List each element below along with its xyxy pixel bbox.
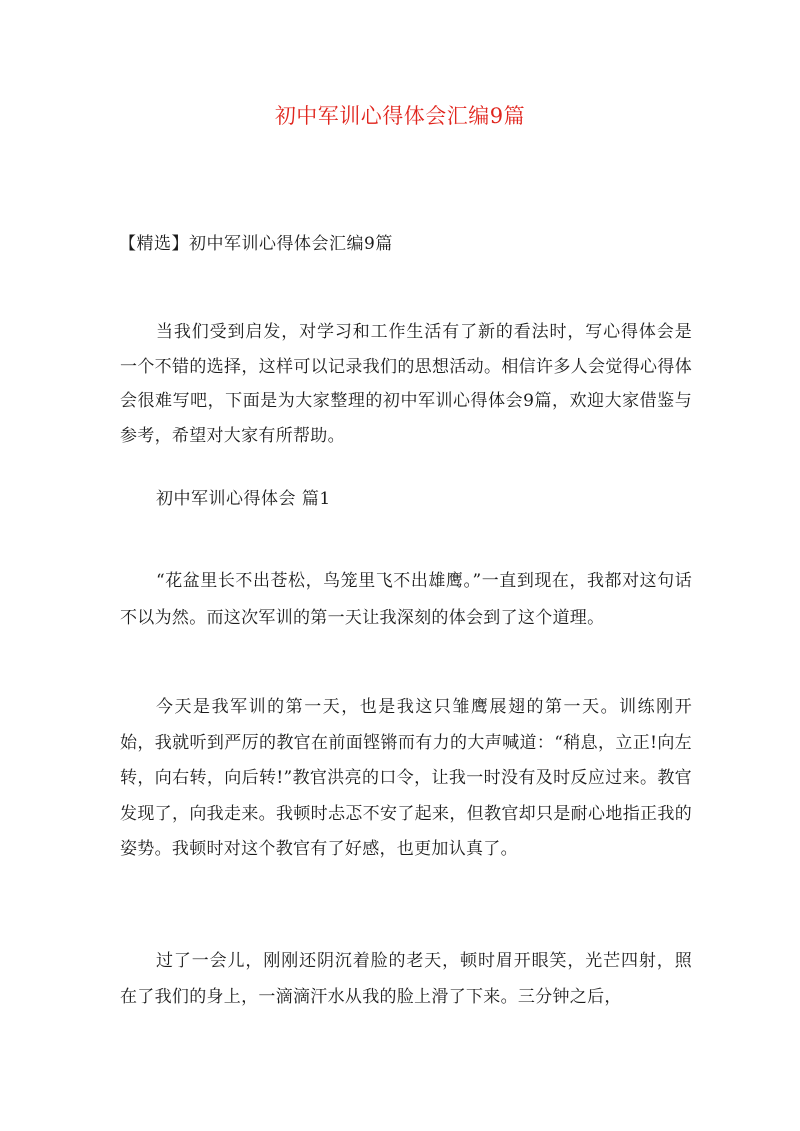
- document-subtitle: 【精选】初中军训心得体会汇编9篇: [119, 234, 393, 254]
- body-paragraph: 今天是我军训的第一天，也是我这只雏鹰展翅的第一天。训练刚开始，我就听到严厉的教官在前面铿锵而有力的大声喊道：“稍息，立正!向左转，向右转，向后转!”教官洪亮的口令，让我一时没有及时反应过来。教官发现了，向我走来。我顿时忐忑不安了起来，但教官却只是耐心地指正我的姿势。我顿时对这个教官有了好感，也更加认真了。: [120, 697, 692, 859]
- intro-paragraph: 当我们受到启发，对学习和工作生活有了新的看法时，写心得体会是一个不错的选择，这样可以记录我们的思想活动。相信许多人会觉得心得体会很难写吧，下面是为大家整理的初中军训心得体会9篇，欢迎大家借鉴与参考，希望对大家有所帮助。: [120, 322, 692, 446]
- body-paragraph: “花盆里长不出苍松，鸟笼里飞不出雄鹰。”一直到现在，我都对这句话不以为然。而这次军训的第一天让我深刻的体会到了这个道理。: [120, 571, 692, 628]
- body-paragraph: 过了一会儿，刚刚还阴沉着脸的老天，顿时眉开眼笑，光芒四射，照在了我们的身上，一滴滴汗水从我的脸上滑了下来。三分钟之后，: [120, 951, 692, 1007]
- section-heading: 初中军训心得体会 篇1: [156, 489, 331, 509]
- document-title: 初中军训心得体会汇编9篇: [274, 104, 526, 128]
